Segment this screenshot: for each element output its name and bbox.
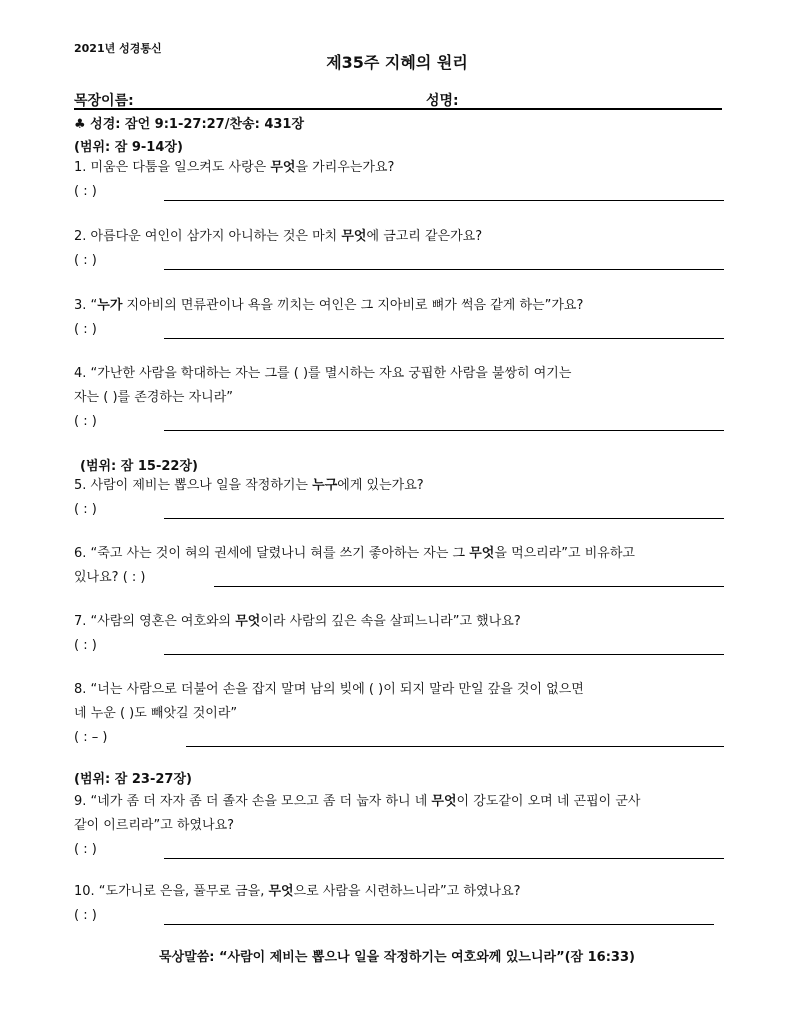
answer-line [164, 338, 724, 339]
question-1: 1. 미움은 다툼을 일으켜도 사랑은 무엇을 가리우는가요? ( : ) [74, 156, 724, 204]
page-title: 제35주 지혜의 원리 [326, 53, 468, 72]
section-heading: (범위: 잠 23-27장) [74, 772, 192, 787]
group-name-label: 목장이름: [74, 93, 134, 109]
answer-line [164, 518, 724, 519]
header-label: 2021년 성경통신 [74, 42, 162, 55]
answer-line [186, 746, 724, 747]
answer-line [164, 200, 724, 201]
question-3: 3. “누가 지아비의 면류관이나 욕을 끼치는 여인은 그 지아비로 뼈가 썩음 같게 하는”가요? ( : ) [74, 294, 724, 342]
question-6: 6. “죽고 사는 것이 혀의 권세에 달렸나니 혀를 쓰기 좋아하는 자는 그 무엇을 먹으리라”고 비유하고 있나요? ( : ) [74, 542, 724, 590]
reading-assignment: ♣ 성경: 잠언 9:1-27:27/찬송: 431장 [74, 117, 305, 132]
question-7: 7. “사람의 영혼은 여호와의 무엇이라 사람의 깊은 속을 살피느니라”고 했나요? ( : ) [74, 610, 724, 658]
answer-paren: ( : ) [74, 184, 97, 199]
answer-paren: ( : – ) [74, 730, 108, 745]
section-heading: (범위: 잠 15-22장) [80, 459, 198, 474]
question-2: 2. 아름다운 여인이 삼가지 아니하는 것은 마치 무엇에 금고리 같은가요? ( : ) [74, 225, 724, 273]
meditation-verse: 묵상말씀: “사람이 제비는 뽑으나 일을 작정하기는 여호와께 있느니라”(잠 16:33) [159, 950, 635, 965]
answer-paren: ( : ) [74, 414, 97, 429]
answer-paren: ( : ) [74, 322, 97, 337]
answer-paren: 있나요? ( : ) [74, 570, 146, 585]
answer-line [164, 269, 724, 270]
answer-paren: ( : ) [74, 638, 97, 653]
student-name-label: 성명: [426, 93, 459, 109]
answer-line [164, 654, 724, 655]
name-row [74, 88, 722, 110]
answer-paren: ( : ) [74, 842, 97, 857]
answer-line [164, 858, 724, 859]
question-5: 5. 사람이 제비는 뽑으나 일을 작정하기는 누구에게 있는가요? ( : ) [74, 474, 724, 522]
question-9: 9. “네가 좀 더 자자 좀 더 졸자 손을 모으고 좀 더 눕자 하니 네 무엇이 강도같이 오며 네 곤핍이 군사 같이 이르리라”고 하였나요? ( : ) [74, 790, 724, 862]
answer-line [164, 924, 714, 925]
question-8: 8. “너는 사람으로 더불어 손을 잡지 말며 남의 빚에 ( )이 되지 말라 만일 갚을 것이 없으면 네 누운 ( )도 빼앗길 것이라” ( : – ) [74, 678, 724, 750]
answer-line [164, 430, 724, 431]
answer-paren: ( : ) [74, 908, 97, 923]
question-4: 4. “가난한 사람을 학대하는 자는 그를 ( )를 멸시하는 자요 궁핍한 사람을 불쌍히 여기는 자는 ( )를 존경하는 자니라” ( : ) [74, 362, 724, 434]
section-heading: (범위: 잠 9-14장) [74, 140, 183, 155]
answer-paren: ( : ) [74, 253, 97, 268]
answer-line [214, 586, 724, 587]
answer-paren: ( : ) [74, 502, 97, 517]
question-10: 10. “도가니로 은을, 풀무로 금을, 무엇으로 사람을 시련하느니라”고 하였나요? ( : ) [74, 880, 724, 928]
